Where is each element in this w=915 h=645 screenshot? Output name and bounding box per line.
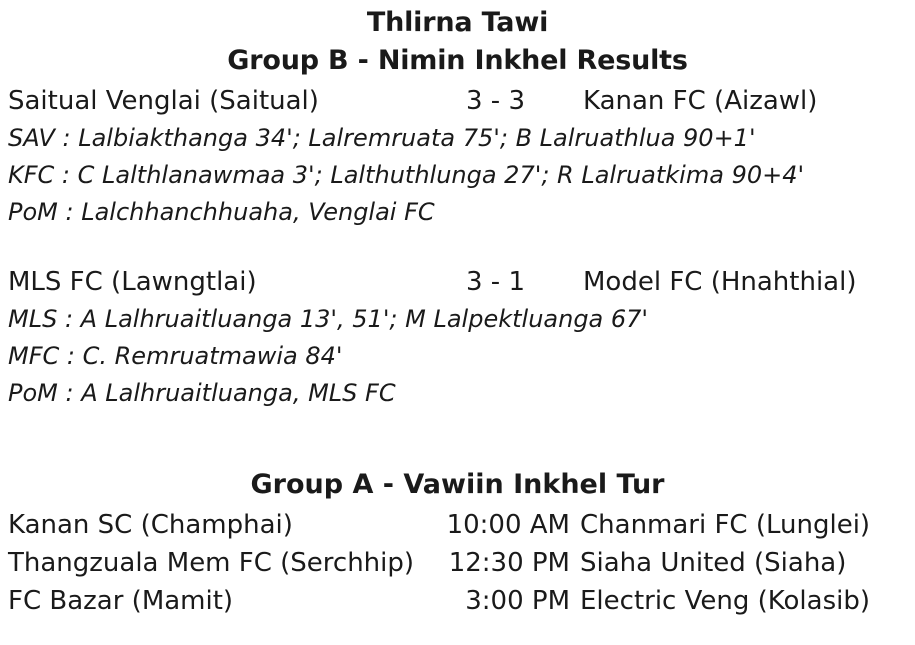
kickoff-time: 3:00 PM (465, 586, 570, 616)
away-team: Model FC (Hnahthial) (583, 267, 857, 297)
kickoff-time: 10:00 AM (446, 510, 570, 540)
page-title: Thlirna Tawi (366, 7, 549, 38)
fixture-row (8, 582, 907, 620)
match-score-row (8, 82, 907, 120)
away-team: Siaha United (Siaha) (580, 548, 847, 578)
match-result-1 (8, 82, 907, 231)
away-scorers: MFC : C. Remruatmawia 84' (8, 342, 343, 370)
away-team: Chanmari FC (Lunglei) (580, 510, 871, 540)
home-scorers: MLS : A Lalhruaitluanga 13', 51'; M Lalpektluanga 67' (8, 305, 649, 333)
fixture-row (8, 506, 907, 544)
home-team: FC Bazar (Mamit) (8, 586, 234, 616)
match-score: 3 - 3 (466, 86, 525, 116)
home-team: Kanan SC (Champhai) (8, 510, 293, 540)
away-team: Electric Veng (Kolasib) (580, 586, 870, 616)
home-team: MLS FC (Lawngtlai) (8, 267, 257, 297)
player-of-match: PoM : Lalchhanchhuaha, Venglai FC (8, 198, 435, 226)
group-b-heading: Group B - Nimin Inkhel Results (227, 45, 688, 76)
home-team: Saitual Venglai (Saitual) (8, 86, 319, 116)
match-score-row (8, 263, 907, 301)
home-scorers: SAV : Lalbiakthanga 34'; Lalremruata 75'; B Lalruathlua 90+1' (8, 124, 756, 152)
match-result-2 (8, 263, 907, 412)
home-team: Thangzuala Mem FC (Serchhip) (8, 548, 415, 578)
away-scorers: KFC : C Lalthlanawmaa 3'; Lalthuthlunga 27'; R Lalruatkima 90+4' (8, 161, 805, 189)
spacer (8, 233, 907, 263)
group-a-heading: Group A - Vawiin Inkhel Tur (250, 469, 665, 500)
player-of-match: PoM : A Lalhruaitluanga, MLS FC (8, 379, 396, 407)
kickoff-time: 12:30 PM (448, 548, 570, 578)
match-score: 3 - 1 (466, 267, 525, 297)
fixture-row (8, 544, 907, 582)
spacer (8, 414, 907, 466)
away-team: Kanan FC (Aizawl) (583, 86, 818, 116)
